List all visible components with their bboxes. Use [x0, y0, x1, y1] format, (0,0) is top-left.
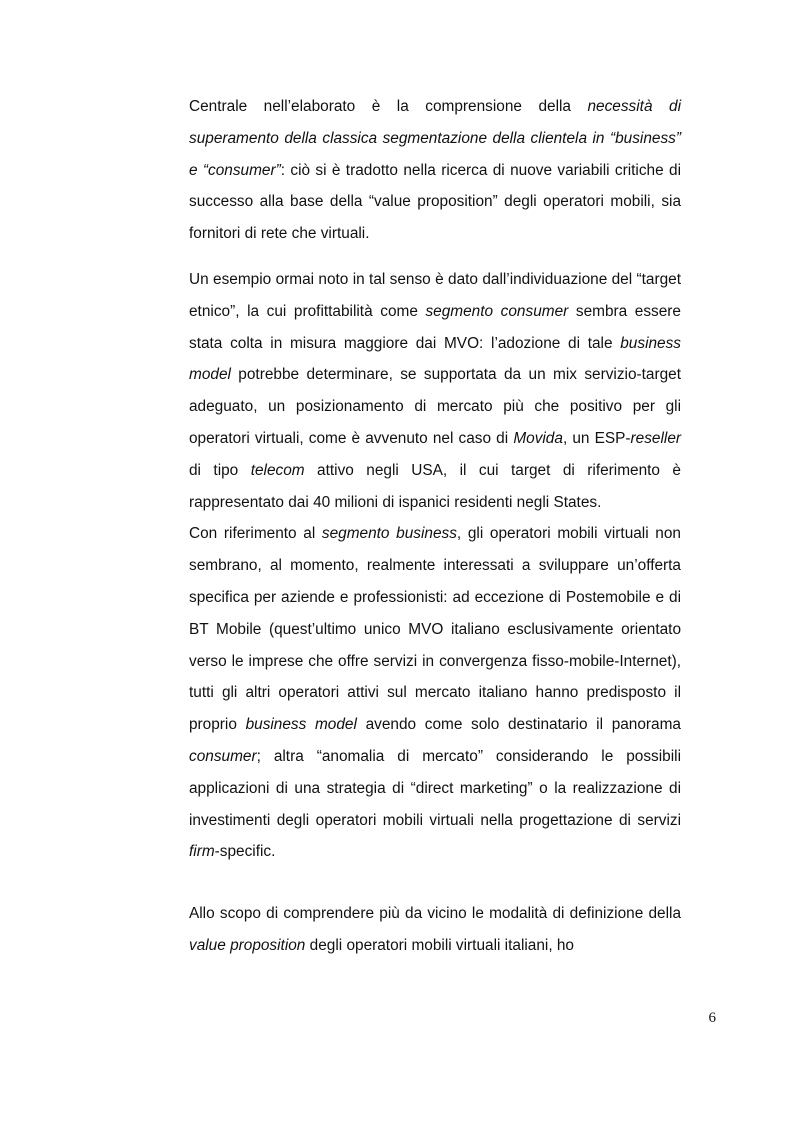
text-run: potrebbe determinare, se supportata da un mix servizio-target adeguato, un posizionamento di mercato più che positivo per gli operatori virtuali, come è avvenuto nel caso di	[189, 366, 681, 447]
emphasis-text: segmento business	[321, 525, 457, 543]
paragraph-3	[189, 518, 681, 868]
body-text	[189, 91, 681, 962]
text-run: di tipo	[189, 461, 251, 479]
text-run: Allo scopo di comprendere più da vicino le modalità di definizione della	[189, 905, 681, 923]
emphasis-text: Movida	[513, 429, 563, 447]
text-run: ; altra “anomalia di mercato” considerando le possibili applicazioni di una strategia di “direct marketing” o la realizzazione di investimenti degli operatori mobili virtuali nella progettazione di servizi	[189, 747, 681, 829]
text-run: Centrale nell’elaborato è la comprensione della	[189, 98, 588, 115]
emphasis-text: business model	[245, 716, 357, 734]
text-run: degli operatori mobili virtuali italiani, ho	[305, 936, 574, 954]
paragraph-1	[189, 91, 681, 250]
text-run: Un esempio ormai noto in tal senso è dato dall’individuazione del “target etnico”, la cui profittabilità come	[189, 270, 681, 320]
paragraph-4	[189, 898, 681, 962]
text-run: : ciò si è tradotto nella ricerca di nuove variabili critiche di successo alla base della “value proposition” degli operatori mobili, sia fornitori di rete che virtuali.	[189, 161, 681, 243]
text-run: sembra essere stata colta in misura maggiore dai MVO: l’adozione di tale	[189, 302, 681, 352]
text-run: , un ESP-	[562, 429, 631, 447]
text-run: , gli operatori mobili virtuali non sembrano, al momento, realmente interessati a sviluppare un’offerta specifica per aziende e professionisti: ad eccezione di Postemobile e di BT Mobile (quest’ultimo unico MVO italiano esclusivamente orientato verso le imprese che offre servizi in convergenza fisso-mobile-Internet), tutti gli altri operatori attivi sul mercato italiano hanno predisposto il proprio	[189, 525, 681, 734]
emphasis-text: consumer	[189, 747, 257, 765]
emphasis-text: telecom	[250, 461, 305, 479]
text-run: avendo come solo destinatario il panorama	[356, 716, 681, 734]
paragraph-2	[189, 264, 681, 518]
emphasis-text: value proposition	[189, 936, 306, 954]
page-number: 6	[708, 1010, 716, 1026]
emphasis-text: necessità di superamento della classica segmentazione della clientela in “business” e “consumer”	[189, 98, 681, 179]
emphasis-text: firm	[189, 843, 215, 861]
emphasis-text: business model	[189, 334, 681, 384]
text-run: Con riferimento al	[189, 525, 322, 543]
text-run: attivo negli USA, il cui target di riferimento è rappresentato dai 40 milioni di ispanici residenti negli States.	[189, 461, 681, 511]
emphasis-text: segmento consumer	[425, 302, 569, 320]
text-run: -specific.	[214, 843, 276, 861]
emphasis-text: reseller	[630, 429, 682, 447]
